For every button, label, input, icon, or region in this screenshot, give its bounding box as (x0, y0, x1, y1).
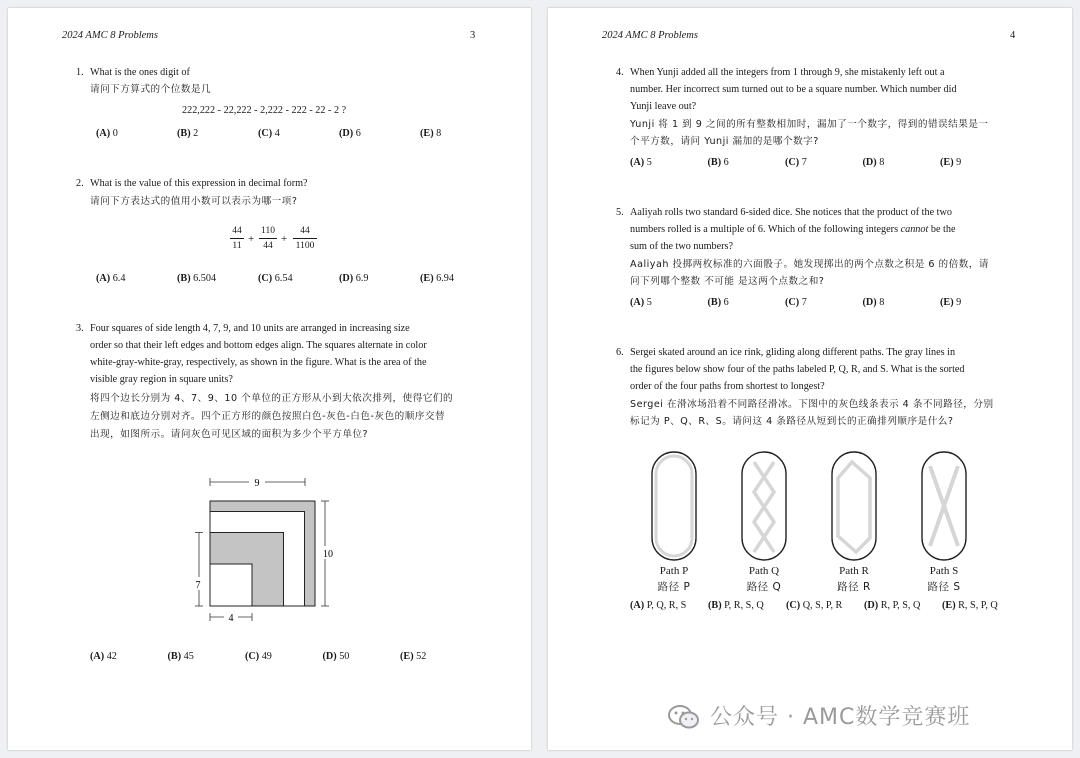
q2-number: 2. (76, 178, 84, 189)
choice-d: (D) 8 (862, 157, 885, 168)
choice-e: (E) 6.94 (420, 273, 454, 284)
fraction-1: 44 11 (230, 225, 244, 252)
choice-c: (C) 4 (258, 128, 280, 139)
q2-zh: 请问下方表达式的值用小数可以表示为哪一项? (90, 196, 298, 207)
choice-b: (B) 2 (177, 128, 199, 139)
label-10: 10 (323, 549, 333, 560)
page-4 (548, 8, 1072, 750)
choice-c: (C) Q, S, P, R (786, 600, 843, 611)
q3-line-3: white-gray-white-gray, respectively, as shown in the figure. What is the area of the (90, 357, 427, 368)
q1-number: 1. (76, 67, 84, 78)
q4-zh-2: 个平方数，请问 Yunji 漏加的是哪个数字? (630, 136, 819, 147)
q5-line-2: numbers rolled is a multiple of 6. Which of the following integers cannot be the (630, 224, 956, 235)
choice-a: (A) P, Q, R, S (630, 600, 687, 611)
plus-sign: + (281, 233, 288, 245)
q6-number: 6. (616, 347, 624, 358)
choice-e: (E) R, S, P, Q (942, 600, 998, 611)
path-q-figure (742, 452, 786, 560)
watermark-text: 公众号 · AMC数学竞赛班 (710, 705, 971, 730)
q6-line-3: order of the four paths from shortest to longest? (630, 381, 825, 392)
path-p-zh: 路径 P (657, 581, 691, 593)
q5-line-3: sum of the two numbers? (630, 241, 733, 252)
page-header: 2024 AMC 8 Problems (602, 30, 698, 41)
choice-c: (C) 49 (245, 651, 272, 662)
q1-expression: 222,222 - 22,222 - 2,222 - 222 - 22 - 2 ? (182, 105, 347, 116)
q5-number: 5. (616, 207, 624, 218)
wechat-icon (667, 703, 701, 731)
q4-number: 4. (616, 67, 624, 78)
path-r-figure (832, 452, 876, 560)
emphasis-cannot: cannot (900, 224, 929, 235)
q4-line-1: When Yunji added all the integers from 1 through 9, she mistakenly left out a (630, 67, 945, 78)
q3-zh-3: 出现，如图所示。请问灰色可见区域的面积为多少个平方单位? (90, 429, 369, 440)
choice-e: (E) 52 (400, 651, 427, 662)
q6-line-1: Sergei skated around an ice rink, gliding along different paths. The gray lines in (630, 347, 956, 358)
choice-a: (A) 42 (90, 651, 117, 662)
choice-d: (D) R, P, S, Q (864, 600, 921, 611)
path-s-label: Path S (929, 565, 959, 577)
page-3 (8, 8, 531, 750)
path-p-figure (652, 452, 696, 560)
q6-line-2: the figures below show four of the paths labeled P, Q, R, and S. What is the sorted (630, 364, 965, 375)
q5-zh-1: Aaliyah 投掷两枚标准的六面骰子。她发现掷出的两个点数之积是 6 的倍数，请 (630, 259, 989, 270)
q5-line-1: Aaliyah rolls two standard 6-sided dice. She notices that the product of the two (630, 207, 952, 218)
q1-text: What is the ones digit of (90, 67, 190, 78)
page-number: 4 (1010, 30, 1016, 41)
q6-zh-2: 标记为 P、Q、R、S。请问这 4 条路径从短到长的正确排列顺序是什么? (630, 416, 954, 427)
choice-a: (A) 5 (630, 297, 652, 308)
q3-zh-2: 左侧边和底边分别对齐。四个正方形的颜色按照白色-灰色-白色-灰色的顺序交替 (90, 411, 446, 422)
page-number: 3 (470, 30, 476, 41)
square-4 (210, 564, 252, 606)
choice-e: (E) 9 (940, 297, 962, 308)
choice-d: (D) 6 (339, 128, 361, 139)
choice-c: (C) 6.54 (258, 273, 293, 284)
label-9: 9 (254, 478, 260, 489)
q3-number: 3. (76, 323, 84, 334)
q3-line-1: Four squares of side length 4, 7, 9, and 10 units are arranged in increasing size (90, 323, 410, 334)
choice-b: (B) 6 (707, 297, 729, 308)
q3-zh-1: 将四个边长分别为 4、7、9、10 个单位的正方形从小到大依次排列，使得它们的 (90, 393, 454, 404)
choice-a: (A) 5 (630, 157, 652, 168)
choice-d: (D) 50 (322, 651, 350, 662)
choice-c: (C) 7 (785, 297, 807, 308)
choice-e: (E) 8 (420, 128, 442, 139)
choice-b: (B) P, R, S, Q (708, 600, 764, 611)
path-r-zh: 路径 R (837, 581, 871, 593)
path-q-zh: 路径 Q (746, 581, 782, 593)
path-q-label: Path Q (748, 565, 780, 577)
label-4: 4 (228, 613, 234, 624)
q2-text: What is the value of this expression in decimal form? (90, 178, 308, 189)
squares-figure (186, 473, 356, 628)
q6-zh-1: Sergei 在滑冰场沿着不同路径滑冰。下图中的灰色线条表示 4 条不同路径，分别 (630, 399, 994, 410)
choice-b: (B) 45 (167, 651, 194, 662)
paths-figure (644, 448, 974, 563)
page-header: 2024 AMC 8 Problems (62, 30, 158, 41)
q5-zh-2: 问下列哪个整数 不可能 是这两个点数之和? (630, 276, 825, 287)
q1-zh: 请问下方算式的个位数是几 (90, 84, 212, 95)
label-7: 7 (195, 580, 201, 591)
path-s-zh: 路径 S (927, 581, 961, 593)
choice-a: (A) 6.4 (96, 273, 126, 284)
fraction-3: 44 1100 (293, 225, 317, 252)
choice-b: (B) 6 (707, 157, 729, 168)
choice-c: (C) 7 (785, 157, 807, 168)
q4-line-2: number. Her incorrect sum turned out to be a square number. Which number did (630, 84, 957, 95)
choice-a: (A) 0 (96, 128, 118, 139)
q3-line-4: visible gray region in square units? (90, 374, 233, 385)
choice-d: (D) 8 (862, 297, 885, 308)
path-r-label: Path R (839, 565, 869, 577)
q3-line-2: order so that their left edges and bottom edges align. The squares alternate in color (90, 340, 427, 351)
q4-zh-1: Yunji 将 1 到 9 之间的所有整数相加时，漏加了一个数字，得到的错误结果是一 (630, 119, 989, 130)
choice-e: (E) 9 (940, 157, 962, 168)
choice-b: (B) 6.504 (177, 273, 217, 284)
q4-line-3: Yunji leave out? (630, 101, 697, 112)
choice-d: (D) 6.9 (339, 273, 369, 284)
path-s-figure (922, 452, 966, 560)
path-p-label: Path P (659, 565, 689, 577)
plus-sign: + (248, 233, 255, 245)
fraction-2: 110 44 (259, 225, 277, 252)
